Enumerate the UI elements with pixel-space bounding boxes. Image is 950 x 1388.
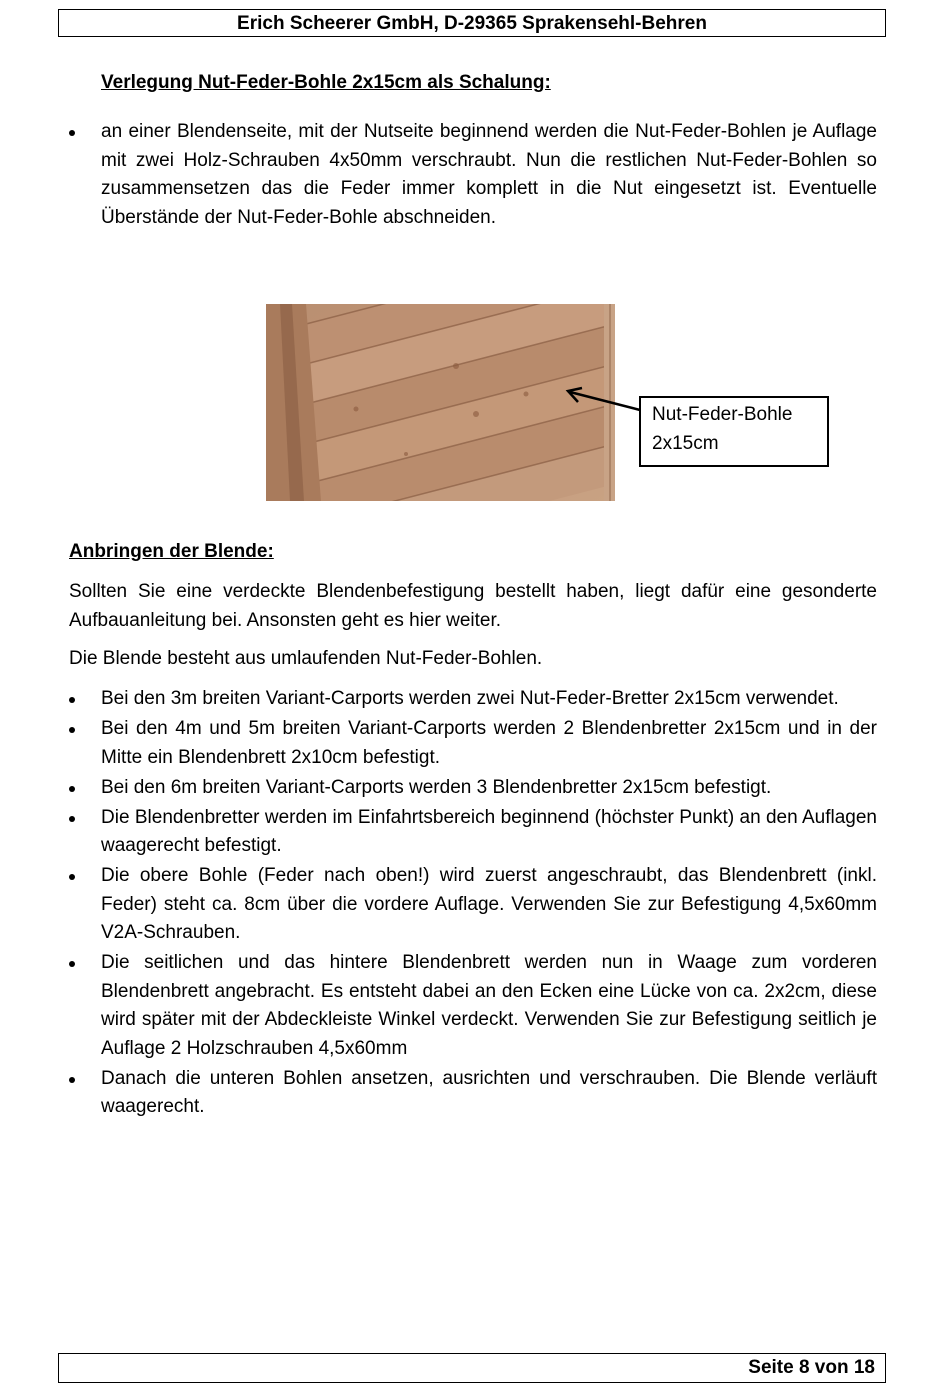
intro-paragraph: Sollten Sie eine verdeckte Blendenbefestigung bestellt haben, liegt dafür eine gesonderte Aufbauanleitung bei. Ansonsten geht es hier weiter. — [69, 581, 877, 631]
list-item-text: Die obere Bohle (Feder nach oben!) wird zuerst angeschraubt, das Blendenbrett (inkl. Feder) steht ca. 8cm über die vordere Auflage. Verwenden Sie zur Befestigung 4,5x60mm V2A-Schrauben. — [101, 865, 877, 943]
list-item — [69, 118, 877, 232]
callout-label-box — [639, 396, 829, 467]
list-item — [69, 774, 877, 803]
bullet-icon — [69, 697, 75, 703]
list-item — [69, 715, 877, 772]
bullet-icon — [69, 727, 75, 733]
callout-line-2: 2x15cm — [652, 432, 719, 454]
list-item-text: Bei den 4m und 5m breiten Variant-Carports werden 2 Blendenbretter 2x15cm und in der Mitte ein Blendenbrett 2x10cm befestigt. — [101, 718, 877, 768]
pointer-arrow-icon — [560, 380, 650, 430]
list-item — [69, 862, 877, 948]
blende-bullet-list — [69, 685, 877, 1123]
bullet-icon — [69, 874, 75, 880]
bullet-icon — [69, 1077, 75, 1083]
section-heading-blende: Anbringen der Blende: — [69, 541, 274, 562]
list-item-text: Die seitlichen und das hintere Blendenbrett werden nun in Waage zum vorderen Blendenbrett angebracht. Es entsteht dabei an den Ecken eine Lücke von ca. 2x2cm, diese wird später mit der Abdeckleiste Winkel verdeckt. Verwenden Sie zur Befestigung seitlich je Auflage 2 Holzschrauben 4,5x60mm — [101, 952, 877, 1059]
bullet-icon — [69, 816, 75, 822]
section-heading-schalung: Verlegung Nut-Feder-Bohle 2x15cm als Schalung: — [101, 72, 551, 93]
list-item — [69, 804, 877, 861]
page-header: Erich Scheerer GmbH, D-29365 Sprakensehl-Behren — [58, 9, 886, 37]
list-item — [69, 949, 877, 1063]
list-item-text: Danach die unteren Bohlen ansetzen, ausrichten und verschrauben. Die Blende verläuft waagerecht. — [101, 1067, 877, 1117]
list-item-text: an einer Blendenseite, mit der Nutseite beginnend werden die Nut-Feder-Bohlen je Auflage mit zwei Holz-Schrauben 4x50mm verschraubt. Nun die restlichen Nut-Feder-Bohlen so zusammensetzen das die Feder immer komplett in die Nut eingesetzt ist. Eventuelle Überstände der Nut-Feder-Bohle abschneiden. — [101, 121, 877, 228]
list-item — [69, 685, 877, 714]
bullet-icon — [69, 786, 75, 792]
page-footer: Seite 8 von 18 — [58, 1353, 886, 1383]
schalung-bullet-list — [69, 118, 877, 234]
callout-line-1: Nut-Feder-Bohle — [652, 404, 793, 425]
list-item-text: Bei den 6m breiten Variant-Carports werden 3 Blendenbretter 2x15cm befestigt. — [101, 776, 772, 798]
list-item-text: Bei den 3m breiten Variant-Carports werden zwei Nut-Feder-Bretter 2x15cm verwendet. — [101, 688, 839, 709]
list-item — [69, 1065, 877, 1122]
bullet-icon — [69, 961, 75, 967]
list-item-text: Die Blendenbretter werden im Einfahrtsbereich beginnend (höchster Punkt) an den Auflagen waagerecht befestigt. — [101, 806, 877, 856]
bullet-icon — [69, 130, 75, 136]
blende-description: Die Blende besteht aus umlaufenden Nut-Feder-Bohlen. — [69, 648, 543, 669]
